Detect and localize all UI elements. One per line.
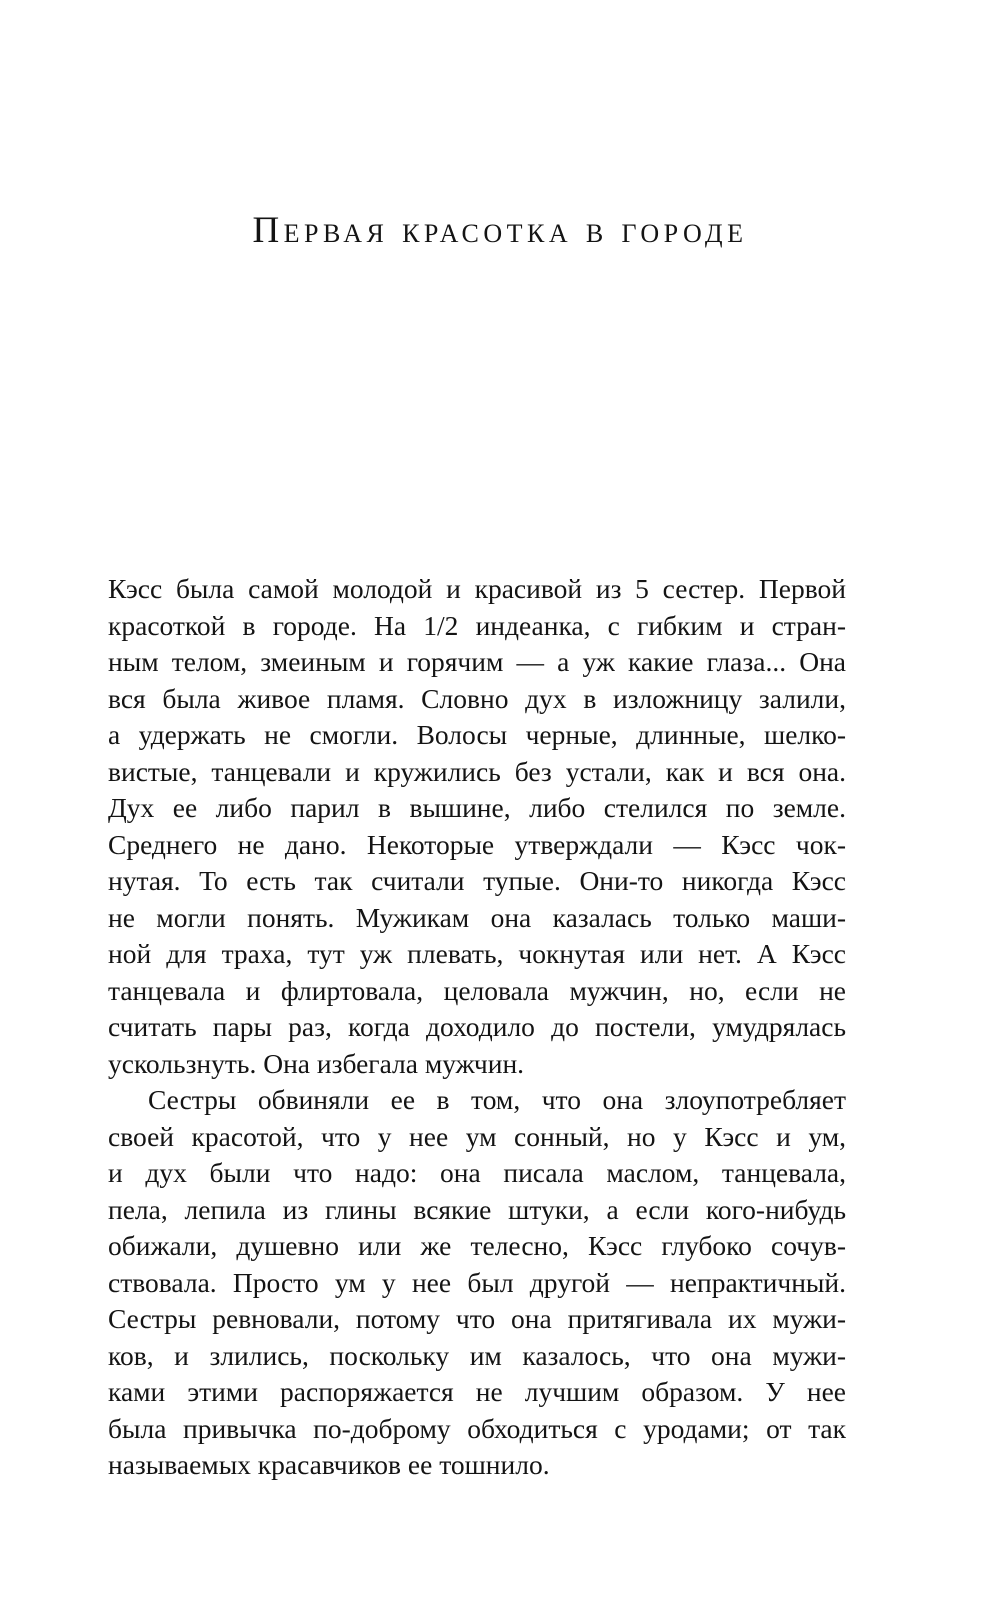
text-line: ускользнуть. Она избегала мужчин.	[108, 1047, 525, 1079]
text-line: ным телом, змеиным и горячим — а уж какие глаза... Она	[108, 646, 846, 677]
text-line: считать пары раз, когда доходило до постели, умудрялась	[108, 1011, 846, 1042]
text-line: Сестры ревновали, потому что она притягивала их мужи-	[108, 1303, 846, 1334]
chapter-title: Первая красотка в городе	[252, 210, 748, 251]
body-text	[108, 571, 846, 1484]
text-line: обижали, душевно или же телесно, Кэсс глубоко сочув-	[108, 1230, 846, 1261]
paragraph-1	[108, 571, 846, 1082]
text-line: Сестры обвиняли ее в том, что она злоупотребляет	[148, 1084, 846, 1115]
paragraph-2	[108, 1082, 846, 1484]
text-line: ками этими распоряжается не лучшим образом. У нее	[108, 1376, 846, 1407]
text-line: вистые, танцевали и кружились без устали, как и вся она.	[108, 755, 846, 787]
text-line: ствовала. Просто ум у нее был другой — непрактичный.	[108, 1266, 846, 1298]
text-line: а удержать не смогли. Волосы черные, длинные, шелко-	[108, 719, 846, 750]
text-line: и дух были что надо: она писала маслом, танцевала,	[108, 1157, 846, 1188]
text-line: не могли понять. Мужикам она казалась только маши-	[108, 901, 846, 933]
text-line: танцевала и флиртовала, целовала мужчин, но, если не	[108, 974, 846, 1006]
text-line: красоткой в городе. На 1/2 индеанка, с гибким и стран-	[108, 609, 846, 641]
text-line: называемых красавчиков ее тошнило.	[108, 1449, 550, 1480]
text-line: нутая. То есть так считали тупые. Они-то никогда Кэсс	[108, 865, 846, 896]
text-line: Среднего не дано. Некоторые утверждали — Кэсс чок-	[108, 828, 846, 860]
text-line: ков, и злились, поскольку им казалось, что она мужи-	[108, 1339, 846, 1371]
text-line: была привычка по-доброму обходиться с уродами; от так	[108, 1412, 846, 1444]
text-line: своей красотой, что у нее ум сонный, но у Кэсс и ум,	[108, 1120, 846, 1152]
text-line: ной для траха, тут уж плевать, чокнутая или нет. А Кэсс	[108, 938, 846, 969]
text-line: пела, лепила из глины всякие штуки, а если кого-нибудь	[108, 1193, 846, 1225]
text-line: вся была живое пламя. Словно дух в изложницу залили,	[108, 682, 846, 714]
text-line: Дух ее либо парил в вышине, либо стелился по земле.	[108, 792, 846, 823]
text-line: Кэсс была самой молодой и красивой из 5 сестер. Первой	[108, 573, 846, 604]
